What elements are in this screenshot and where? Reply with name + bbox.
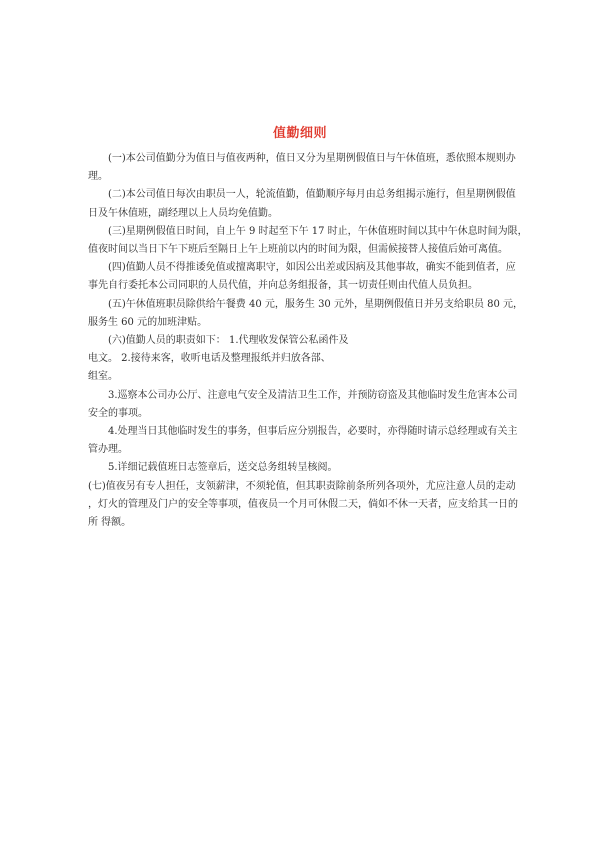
paragraph-line: 5.详细记载值班日志签章后，送交总务组转呈核阅。 [108,462,338,474]
document-title: 值勤细则 [272,126,327,141]
paragraph-line: (五)午休值班职员除供给午餐费 40 元，服务生 30 元外，星期例假值日并另支给职员 80 元， [108,298,524,310]
paragraph-1 [88,150,558,186]
paragraph-9 [88,459,558,477]
paragraph-line: 管办理。 [88,444,128,456]
paragraph-2 [88,186,558,222]
paragraph-line: 事先自行委托本公司同职的人员代值，并向总务组报备，其一切责任则由代值人员负担。 [88,280,478,292]
paragraph-line: (六)值勤人员的职责如下： 1.代理收发保管公私函件及 [108,335,349,347]
paragraph-line: 服务生 60 元的加班津贴。 [88,316,208,328]
paragraph-4 [88,259,558,295]
paragraph-line: 所 得额。 [88,517,132,529]
document-body [88,150,558,532]
paragraph-8 [88,423,558,459]
paragraph-line: (三)星期例假值日时间，自上午 9 时起至下午 17 时止，午休值班时间以其中午休息时间为限， [108,225,528,237]
paragraph-line: 组室。 [88,371,118,383]
paragraph-line: 4.处理当日其他临时发生的事务，但事后应分别报告，必要时，亦得随时请示总经理或有关主 [108,426,518,438]
paragraph-line: (一)本公司值勤分为值日与值夜两种，值日又分为星期例假值日与午休值班，悉依照本规则办 [108,153,516,164]
paragraph-line: (二)本公司值日每次由职员一人，轮流值勤，值勤顺序每月由总务组揭示施行，但星期例假值 [108,189,516,201]
paragraph-10 [88,478,558,533]
paragraph-line: 值夜时间以当日下午下班后至隔日上午上班前以内的时间为限，但需候接替人接值后始可离值。 [88,244,508,256]
paragraph-line: (四)值勤人员不得推诿免值或擅离职守，如因公出差或因病及其他事故，确实不能到值者，应 [108,262,516,274]
paragraph-line: 安全的事项。 [88,407,148,419]
paragraph-7 [88,387,558,423]
paragraph-line: 日及午休值班，副经理以上人员均免值勤。 [88,207,278,219]
paragraph-5 [88,296,558,332]
paragraph-6 [88,332,558,387]
paragraph-line: 3.巡察本公司办公厅、注意电气安全及清洁卫生工作，并预防窃盗及其他临时发生危害本公司 [108,389,518,401]
paragraph-line: 理。 [88,171,108,183]
paragraph-line: (七)值夜另有专人担任，支领薪津，不须轮值，但其职责除前条所列各项外，尤应注意人员的走动 [88,480,516,492]
paragraph-3 [88,223,558,259]
paragraph-line: ，灯火的管理及门户的安全等事项，值夜员一个月可休假二天，倘如不休一天者，应支给其一日的 [88,498,518,510]
paragraph-line: 电文。 2.接待来客，收听电话及整理报纸并归放各部、 [88,353,331,365]
